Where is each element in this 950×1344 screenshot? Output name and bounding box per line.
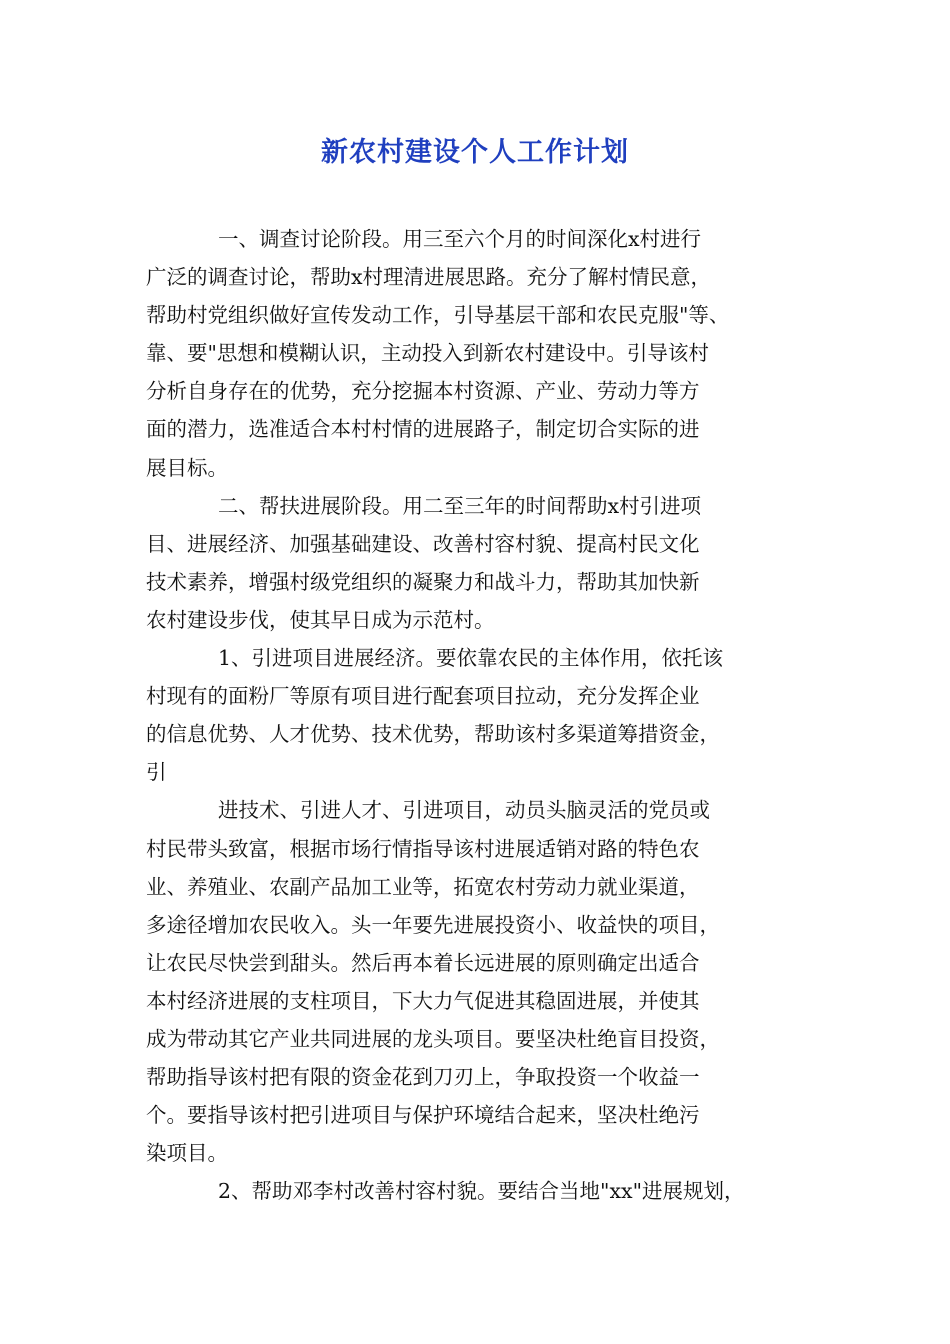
text-line: 目、进展经济、加强基础建设、改善村容村貌、提高村民文化 bbox=[146, 531, 700, 556]
text-line: 染项目。 bbox=[146, 1141, 228, 1166]
text-line: 帮助指导该村把有限的资金花到刀刃上，争取投资一个收益一 bbox=[146, 1065, 700, 1090]
text-line: 技术素养，增强村级党组织的凝聚力和战斗力，帮助其加快新 bbox=[146, 569, 700, 594]
text-line: 进技术、引进人才、引进项目，动员头脑灵活的党员或 bbox=[218, 798, 710, 823]
text-line: 多途径增加农民收入。头一年要先进展投资小、收益快的项目， bbox=[146, 912, 720, 937]
text-line: 1、引进项目进展经济。要依靠农民的主体作用，依托该 bbox=[218, 646, 724, 671]
text-line: 2、帮助邓李村改善村容村貌。要结合当地"xx"进展规划， bbox=[218, 1179, 745, 1204]
text-line: 业、养殖业、农副产品加工业等，拓宽农村劳动力就业渠道， bbox=[146, 874, 700, 899]
text-line: 村现有的面粉厂等原有项目进行配套项目拉动，充分发挥企业 bbox=[146, 684, 700, 709]
text-line: 帮助村党组织做好宣传发动工作，引导基层干部和农民克服"等、 bbox=[146, 303, 730, 328]
text-line: 的信息优势、人才优势、技术优势，帮助该村多渠道筹措资金， bbox=[146, 722, 720, 747]
document-body bbox=[146, 220, 836, 1210]
text-line: 农村建设步伐，使其早日成为示范村。 bbox=[146, 607, 495, 632]
text-line: 面的潜力，选准适合本村村情的进展路子，制定切合实际的进 bbox=[146, 417, 700, 442]
text-line: 个。要指导该村把引进项目与保护环境结合起来，坚决杜绝污 bbox=[146, 1103, 700, 1128]
text-line: 引 bbox=[146, 760, 167, 785]
text-line: 二、帮扶进展阶段。用二至三年的时间帮助x村引进项 bbox=[218, 493, 702, 518]
text-line: 本村经济进展的支柱项目，下大力气促进其稳固进展，并使其 bbox=[146, 988, 700, 1013]
text-line: 广泛的调查讨论，帮助x村理清进展思路。充分了解村情民意， bbox=[146, 265, 712, 290]
text-line: 成为带动其它产业共同进展的龙头项目。要坚决杜绝盲目投资， bbox=[146, 1026, 720, 1051]
text-line: 村民带头致富，根据市场行情指导该村进展适销对路的特色农 bbox=[146, 836, 700, 861]
text-line: 一、调查讨论阶段。用三至六个月的时间深化x村进行 bbox=[218, 227, 702, 251]
text-line: 分析自身存在的优势，充分挖掘本村资源、产业、劳动力等方 bbox=[146, 379, 700, 404]
text-line: 让农民尽快尝到甜头。然后再本着长远进展的原则确定出适合 bbox=[146, 950, 700, 975]
document-title: 新农村建设个人工作计划 bbox=[321, 137, 629, 168]
text-line: 靠、要"思想和模糊认识，主动投入到新农村建设中。引导该村 bbox=[146, 341, 709, 366]
text-line: 展目标。 bbox=[146, 455, 228, 480]
